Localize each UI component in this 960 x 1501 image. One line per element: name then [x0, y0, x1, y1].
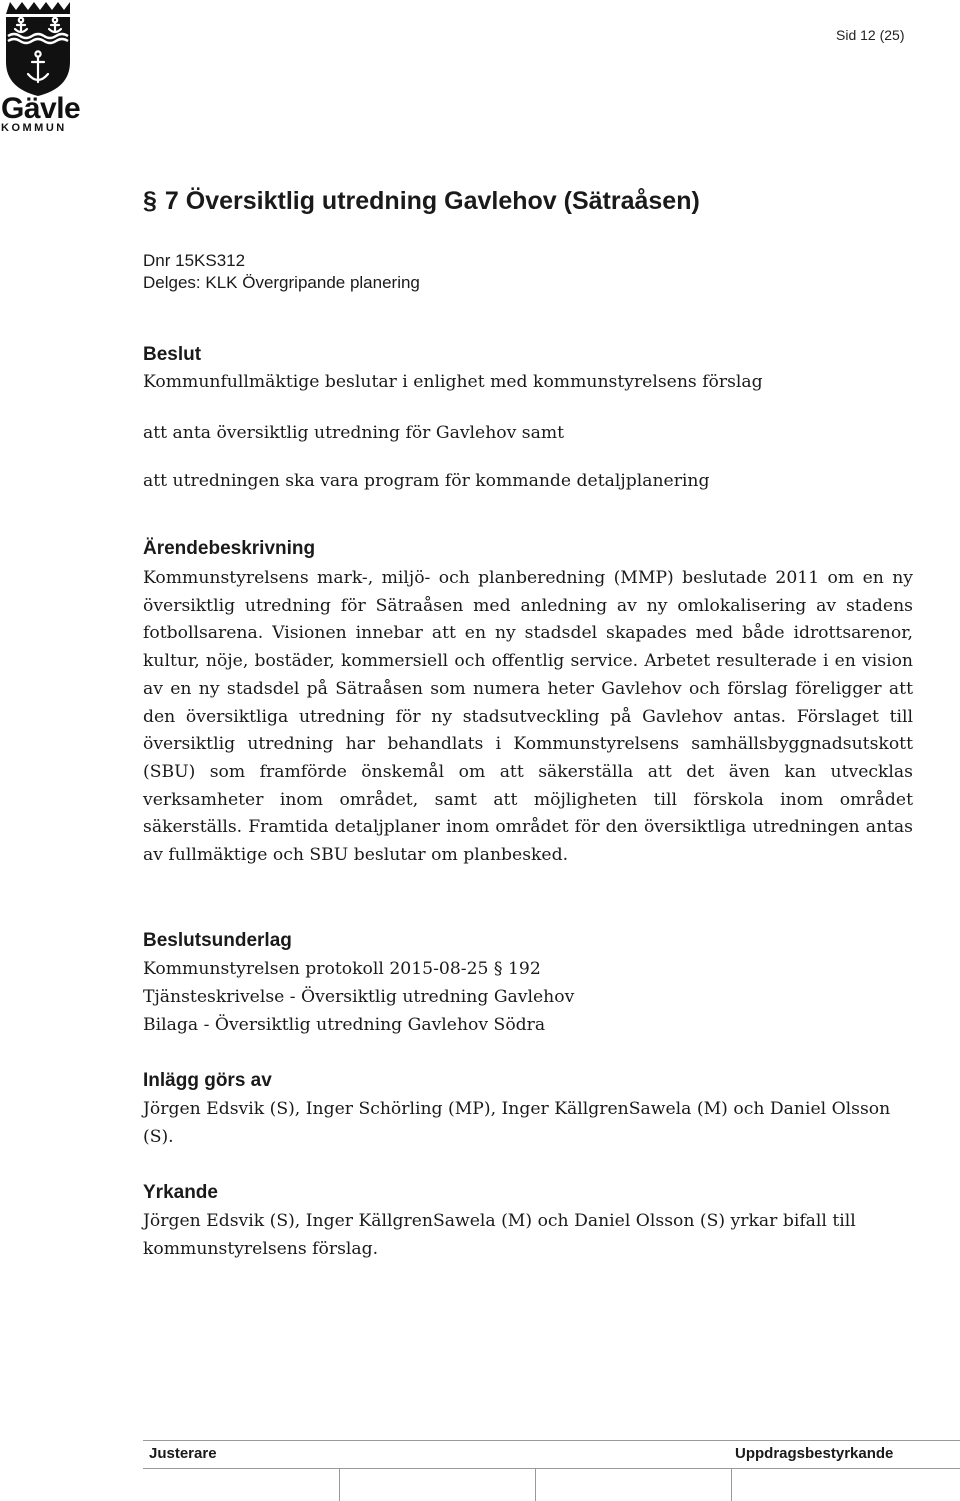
inlagg-text: Jörgen Edsvik (S), Inger Schörling (MP), Inger KällgrenSawela (M) och Daniel Olsson (S).	[143, 1099, 891, 1147]
section-title-text: 7 Översiktlig utredning Gavlehov (Sätraåsen)	[164, 187, 700, 215]
yrkande-text: Jörgen Edsvik (S), Inger KällgrenSawela (M) och Daniel Olsson (S) yrkar bifall till kommunstyrelsens förslag.	[143, 1211, 856, 1259]
signature-table-header	[143, 1441, 960, 1469]
beslutsunderlag-line-1: Kommunstyrelsen protokoll 2015-08-25 § 192	[143, 959, 541, 979]
signature-cell	[339, 1469, 536, 1501]
justerare-label: Justerare	[149, 1445, 217, 1462]
signature-cell	[535, 1469, 732, 1501]
yrkande-heading: Yrkande	[143, 1182, 218, 1203]
beslut-line-2: att anta översiktlig utredning för Gavlehov samt	[143, 423, 565, 443]
arendebeskrivning-text: Kommunstyrelsens mark-, miljö- och planberedning (MMP) beslutade 2011 om en ny översiktlig utredning för Sätraåsen med anledning av ny omlokalisering av stadens fotbollsarena. Visionen innebar att en ny stadsdel skapades med både idrottsarenor, kultur, nöje, bostäder, kommersiell och offentlig service. Arbetet resulterade i en vision av en ny stadsdel på Sätraåsen som numera heter Gavlehov och förslag föreligger att den översiktliga utredning för ny stadsutveckling på Gavlehov antas. Förslaget till översiktlig utredning har behandlats i Kommunstyrelsens samhällsbyggnadsutskott (SBU) som framförde önskemål om att säkerställa att det även kan utvecklas verksamheter inom området, samt att möjligheten till förskola inom området säkerställs. Framtida detaljplaner inom området för den översiktliga utredningen antas av fullmäktige och SBU beslutar om planbesked.	[143, 568, 913, 866]
signature-table	[143, 1440, 960, 1501]
uppdragsbestyrkande-label: Uppdragsbestyrkande	[735, 1445, 894, 1462]
logo-name: Gävle	[1, 92, 81, 125]
arendebeskrivning-heading: Ärendebeskrivning	[143, 538, 316, 559]
dnr: Dnr 15KS312	[143, 251, 246, 270]
inlagg-heading: Inlägg görs av	[143, 1070, 272, 1091]
page-number: Sid 12 (25)	[836, 27, 905, 43]
signature-cell	[143, 1469, 340, 1501]
delges: Delges: KLK Övergripande planering	[143, 273, 420, 292]
logo-sub: KOMMUN	[1, 122, 67, 134]
gavle-kommun-logo	[0, 0, 81, 134]
beslutsunderlag-heading: Beslutsunderlag	[143, 930, 292, 951]
signature-cell	[731, 1469, 959, 1501]
section-meta	[143, 250, 420, 294]
beslutsunderlag-line-3: Bilaga - Översiktlig utredning Gavlehov Södra	[143, 1015, 546, 1035]
beslut-line-1: Kommunfullmäktige beslutar i enlighet med kommunstyrelsens förslag	[143, 372, 763, 392]
beslut-heading: Beslut	[143, 344, 202, 365]
paragraph-symbol: §	[143, 187, 157, 215]
beslut-line-3: att utredningen ska vara program för kommande detaljplanering	[143, 471, 710, 491]
section-title	[143, 187, 700, 216]
beslutsunderlag-line-2: Tjänsteskrivelse - Översiktlig utredning Gavlehov	[143, 987, 575, 1007]
